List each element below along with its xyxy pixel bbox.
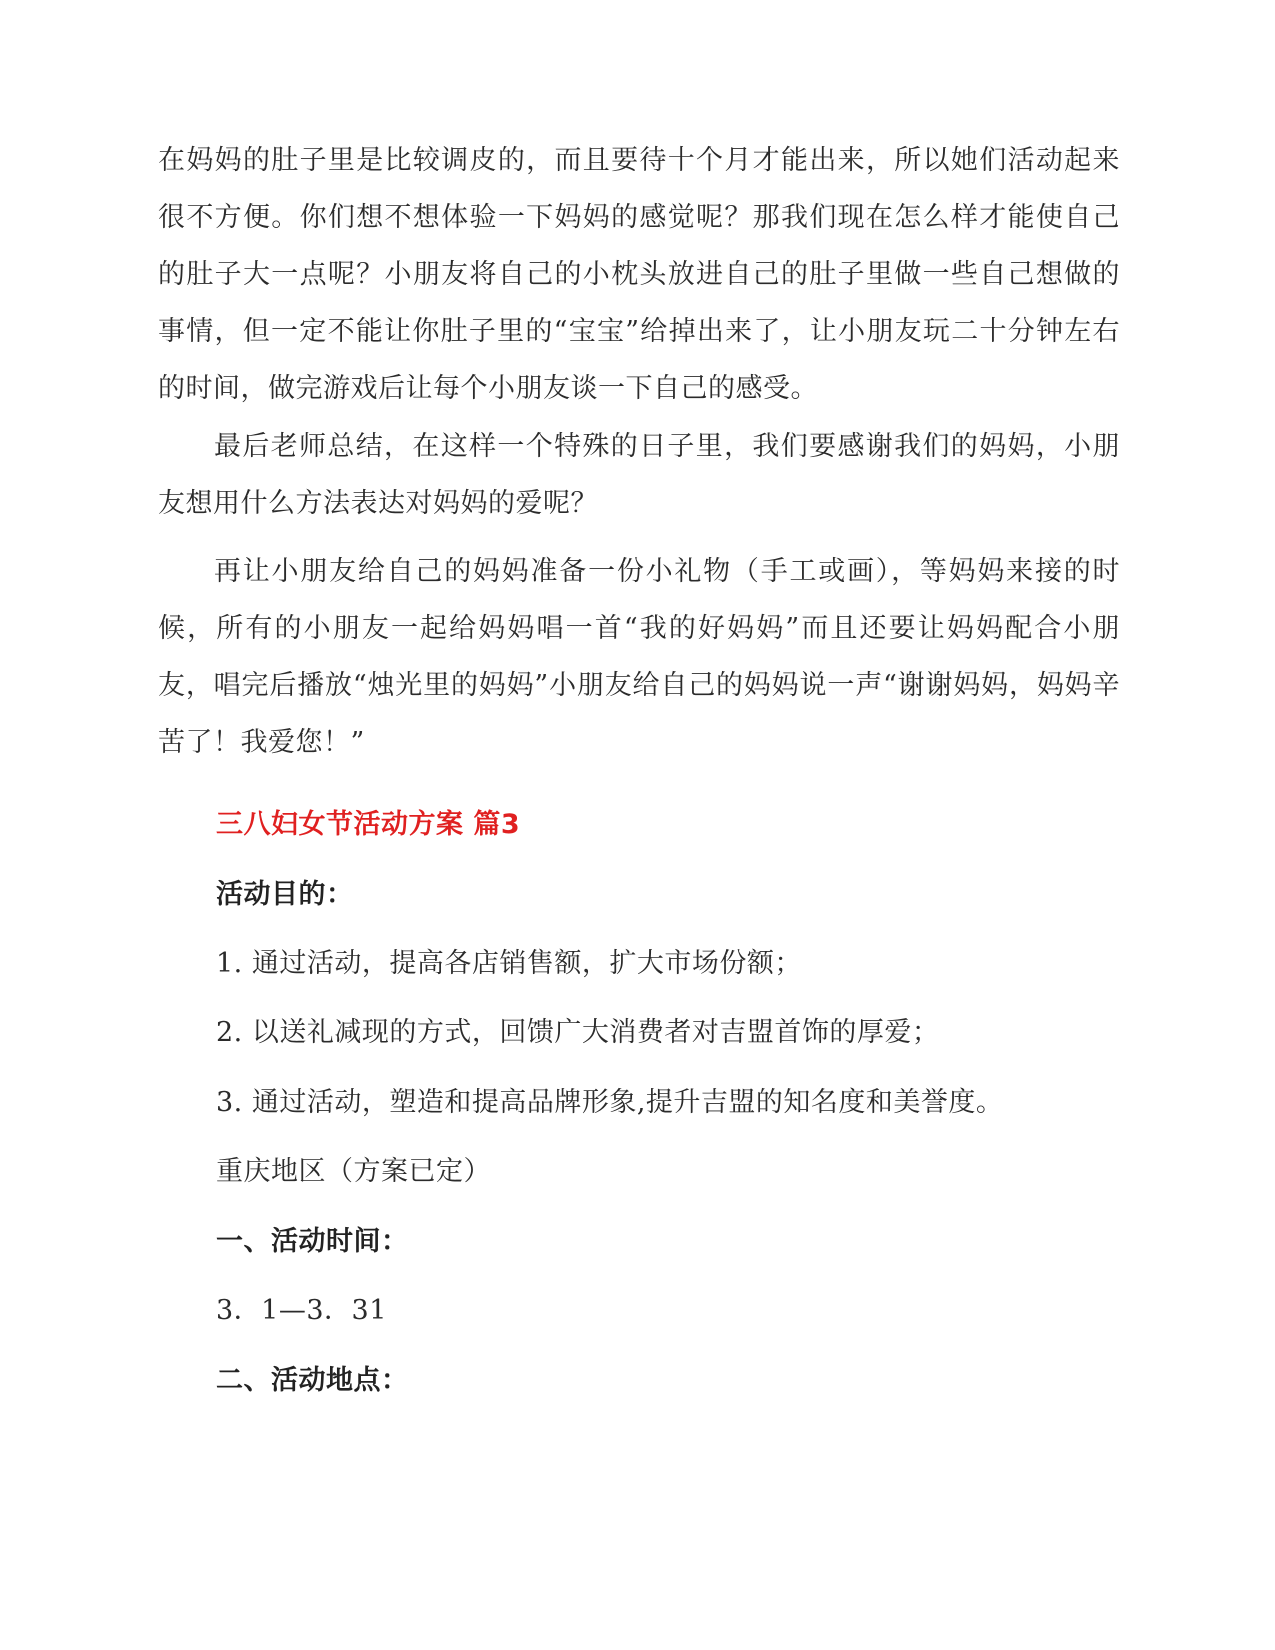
body-paragraph-2: 最后老师总结，在这样一个特殊的日子里，我们要感谢我们的妈妈，小朋友想用什么方法表达对妈妈的爱呢？ bbox=[158, 431, 1120, 519]
time-value: 3．1—3．31 bbox=[216, 1295, 387, 1326]
purpose-item-2: 2. 以送礼减现的方式，回馈广大消费者对吉盟首饰的厚爱； bbox=[216, 1017, 940, 1048]
section-title: 三八妇女节活动方案 篇3 bbox=[216, 809, 521, 840]
place-heading: 二、活动地点： bbox=[216, 1365, 409, 1396]
purpose-item-1: 1. 通过活动，提高各店销售额，扩大市场份额； bbox=[216, 948, 802, 979]
region-note: 重庆地区（方案已定） bbox=[216, 1156, 491, 1187]
time-heading: 一、活动时间： bbox=[216, 1226, 409, 1257]
purpose-heading: 活动目的： bbox=[216, 879, 354, 910]
body-paragraph-3: 再让小朋友给自己的妈妈准备一份小礼物（手工或画），等妈妈来接的时候，所有的小朋友一起给妈妈唱一首“我的好妈妈”而且还要让妈妈配合小朋友，唱完后播放“烛光里的妈妈”小朋友给自己的妈妈说一声“谢谢妈妈，妈妈辛苦了！我爱您！” bbox=[158, 556, 1120, 758]
body-paragraph-1: 在妈妈的肚子里是比较调皮的，而且要待十个月才能出来，所以她们活动起来很不方便。你们想不想体验一下妈妈的感觉呢？那我们现在怎么样才能使自己的肚子大一点呢？小朋友将自己的小枕头放进自己的肚子里做一些自己想做的事情，但一定不能让你肚子里的“宝宝”给掉出来了，让小朋友玩二十分钟左右的时间，做完游戏后让每个小朋友谈一下自己的感受。 bbox=[158, 145, 1120, 404]
purpose-item-3: 3. 通过活动，塑造和提高品牌形象,提升吉盟的知名度和美誉度。 bbox=[216, 1087, 1004, 1118]
